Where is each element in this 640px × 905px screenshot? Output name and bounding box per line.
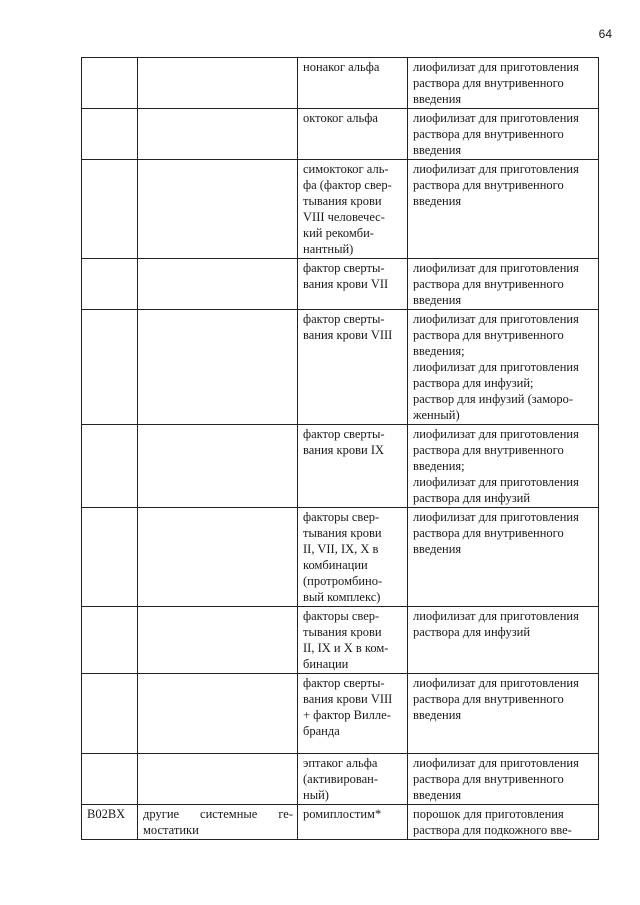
substance-cell (298, 310, 408, 425)
dosage-form-line: введения (413, 788, 462, 802)
atc-code-cell (82, 160, 138, 259)
substance-line: фактор сверты- (303, 312, 385, 326)
atc-code-cell (82, 425, 138, 508)
dosage-form-cell (408, 160, 599, 259)
table-body (82, 58, 599, 840)
group-name-cell (138, 259, 298, 310)
dosage-form-line: раствора для инфузий; (413, 376, 534, 390)
dosage-form-line: женный) (413, 408, 460, 422)
group-name-cell (138, 58, 298, 109)
group-name-cell (138, 425, 298, 508)
dosage-form-line: лиофилизат для приготовления (413, 609, 579, 623)
dosage-form-line: введения; (413, 344, 465, 358)
table-row (82, 805, 599, 840)
dosage-form-cell (408, 425, 599, 508)
dosage-form-line: введения (413, 143, 462, 157)
table-row (82, 508, 599, 607)
atc-code-cell (82, 508, 138, 607)
substance-line: II, IX и X в ком- (303, 641, 389, 655)
substance-line: вания крови VIII (303, 328, 393, 342)
substance-line: нантный) (303, 242, 354, 256)
dosage-form-line: лиофилизат для приготовления (413, 475, 579, 489)
dosage-form-line: раствора для инфузий (413, 491, 531, 505)
dosage-form-line: лиофилизат для приготовления (413, 312, 579, 326)
dosage-form-line: раствора для внутривенного (413, 692, 564, 706)
table-row (82, 109, 599, 160)
substance-cell (298, 607, 408, 674)
atc-code-cell (82, 754, 138, 805)
substance-line: факторы свер- (303, 510, 380, 524)
table-row (82, 160, 599, 259)
dosage-form-line: введения (413, 293, 462, 307)
substance-cell (298, 109, 408, 160)
substance-line: (активирован- (303, 772, 378, 786)
substance-cell (298, 58, 408, 109)
substance-line: фа (фактор свер- (303, 178, 392, 192)
table-row (82, 607, 599, 674)
dosage-form-line: лиофилизат для приготовления (413, 360, 579, 374)
dosage-form-line: лиофилизат для приготовления (413, 510, 579, 524)
atc-code-cell (82, 674, 138, 754)
dosage-form-cell (408, 805, 599, 840)
atc-code-cell (82, 607, 138, 674)
dosage-form-line: порошок для приготовления (413, 807, 564, 821)
substance-line: вания крови IX (303, 443, 385, 457)
substance-cell (298, 508, 408, 607)
table-row (82, 58, 599, 109)
atc-code-cell (82, 109, 138, 160)
group-name-line: мостатики (143, 823, 199, 837)
substance-line: вания крови VIII (303, 692, 393, 706)
dosage-form-line: раствора для внутривенного (413, 526, 564, 540)
substance-line: комбинации (303, 558, 368, 572)
atc-code-cell (82, 310, 138, 425)
group-name-cell (138, 674, 298, 754)
group-name-cell (138, 508, 298, 607)
group-name-cell (138, 109, 298, 160)
group-name-cell (138, 754, 298, 805)
group-name-line: другие системные ге- (143, 807, 293, 821)
atc-code-cell (82, 58, 138, 109)
substance-line: эптаког альфа (303, 756, 378, 770)
group-name-cell (138, 310, 298, 425)
substance-cell (298, 160, 408, 259)
substance-line: фактор сверты- (303, 427, 385, 441)
dosage-form-line: лиофилизат для приготовления (413, 162, 579, 176)
dosage-form-line: введения; (413, 459, 465, 473)
substance-line: тывания крови (303, 625, 382, 639)
substance-line: ный) (303, 788, 329, 802)
group-name-cell (138, 607, 298, 674)
dosage-form-line: введения (413, 542, 462, 556)
table-row (82, 425, 599, 508)
table-row (82, 259, 599, 310)
substance-cell (298, 754, 408, 805)
dosage-form-line: лиофилизат для приготовления (413, 60, 579, 74)
atc-code-cell (82, 259, 138, 310)
substance-line: (протромбино- (303, 574, 383, 588)
dosage-form-line: раствора для подкожного вве- (413, 823, 572, 837)
substance-line: тывания крови (303, 526, 382, 540)
dosage-form-line: лиофилизат для приготовления (413, 676, 579, 690)
group-name-cell (138, 805, 298, 840)
substance-line: вания крови VII (303, 277, 389, 291)
substance-line: VIII человечес- (303, 210, 385, 224)
table-row (82, 310, 599, 425)
table-row (82, 754, 599, 805)
dosage-form-line: введения (413, 194, 462, 208)
page-number: 64 (598, 27, 612, 41)
substance-line: вый комплекс) (303, 590, 381, 604)
dosage-form-cell (408, 607, 599, 674)
substance-line: бинации (303, 657, 349, 671)
dosage-form-line: раствора для внутривенного (413, 772, 564, 786)
substance-line: бранда (303, 724, 340, 738)
substance-line: факторы свер- (303, 609, 380, 623)
dosage-form-cell (408, 310, 599, 425)
dosage-form-line: раствора для внутривенного (413, 328, 564, 342)
substance-line: октоког альфа (303, 111, 378, 125)
substance-line: симоктоког аль- (303, 162, 389, 176)
dosage-form-line: лиофилизат для приготовления (413, 111, 579, 125)
dosage-form-line: лиофилизат для приготовления (413, 756, 579, 770)
dosage-form-cell (408, 508, 599, 607)
dosage-form-line: введения (413, 708, 462, 722)
dosage-form-cell (408, 754, 599, 805)
dosage-form-cell (408, 674, 599, 754)
substance-cell (298, 259, 408, 310)
dosage-form-line: введения (413, 92, 462, 106)
substance-line: кий рекомби- (303, 226, 374, 240)
dosage-form-cell (408, 109, 599, 160)
dosage-form-line: раствора для внутривенного (413, 127, 564, 141)
dosage-form-line: раствора для внутривенного (413, 277, 564, 291)
atc-code-cell: B02BX (82, 805, 138, 840)
dosage-form-cell (408, 58, 599, 109)
substance-line: нонаког альфа (303, 60, 380, 74)
dosage-form-line: раствора для внутривенного (413, 76, 564, 90)
substance-cell (298, 805, 408, 840)
dosage-form-cell (408, 259, 599, 310)
substance-cell (298, 425, 408, 508)
table-row (82, 674, 599, 754)
dosage-form-line: раствора для инфузий (413, 625, 531, 639)
dosage-form-line: раствора для внутривенного (413, 178, 564, 192)
dosage-form-line: раствор для инфузий (заморо- (413, 392, 574, 406)
medications-table (81, 57, 599, 840)
substance-cell (298, 674, 408, 754)
group-name-cell (138, 160, 298, 259)
substance-line: тывания крови (303, 194, 382, 208)
substance-line: ромиплостим* (303, 807, 382, 821)
substance-line: + фактор Вилле- (303, 708, 391, 722)
substance-line: II, VII, IX, X в (303, 542, 379, 556)
dosage-form-line: лиофилизат для приготовления (413, 261, 579, 275)
substance-line: фактор сверты- (303, 261, 385, 275)
substance-line: фактор сверты- (303, 676, 385, 690)
dosage-form-line: раствора для внутривенного (413, 443, 564, 457)
dosage-form-line: лиофилизат для приготовления (413, 427, 579, 441)
